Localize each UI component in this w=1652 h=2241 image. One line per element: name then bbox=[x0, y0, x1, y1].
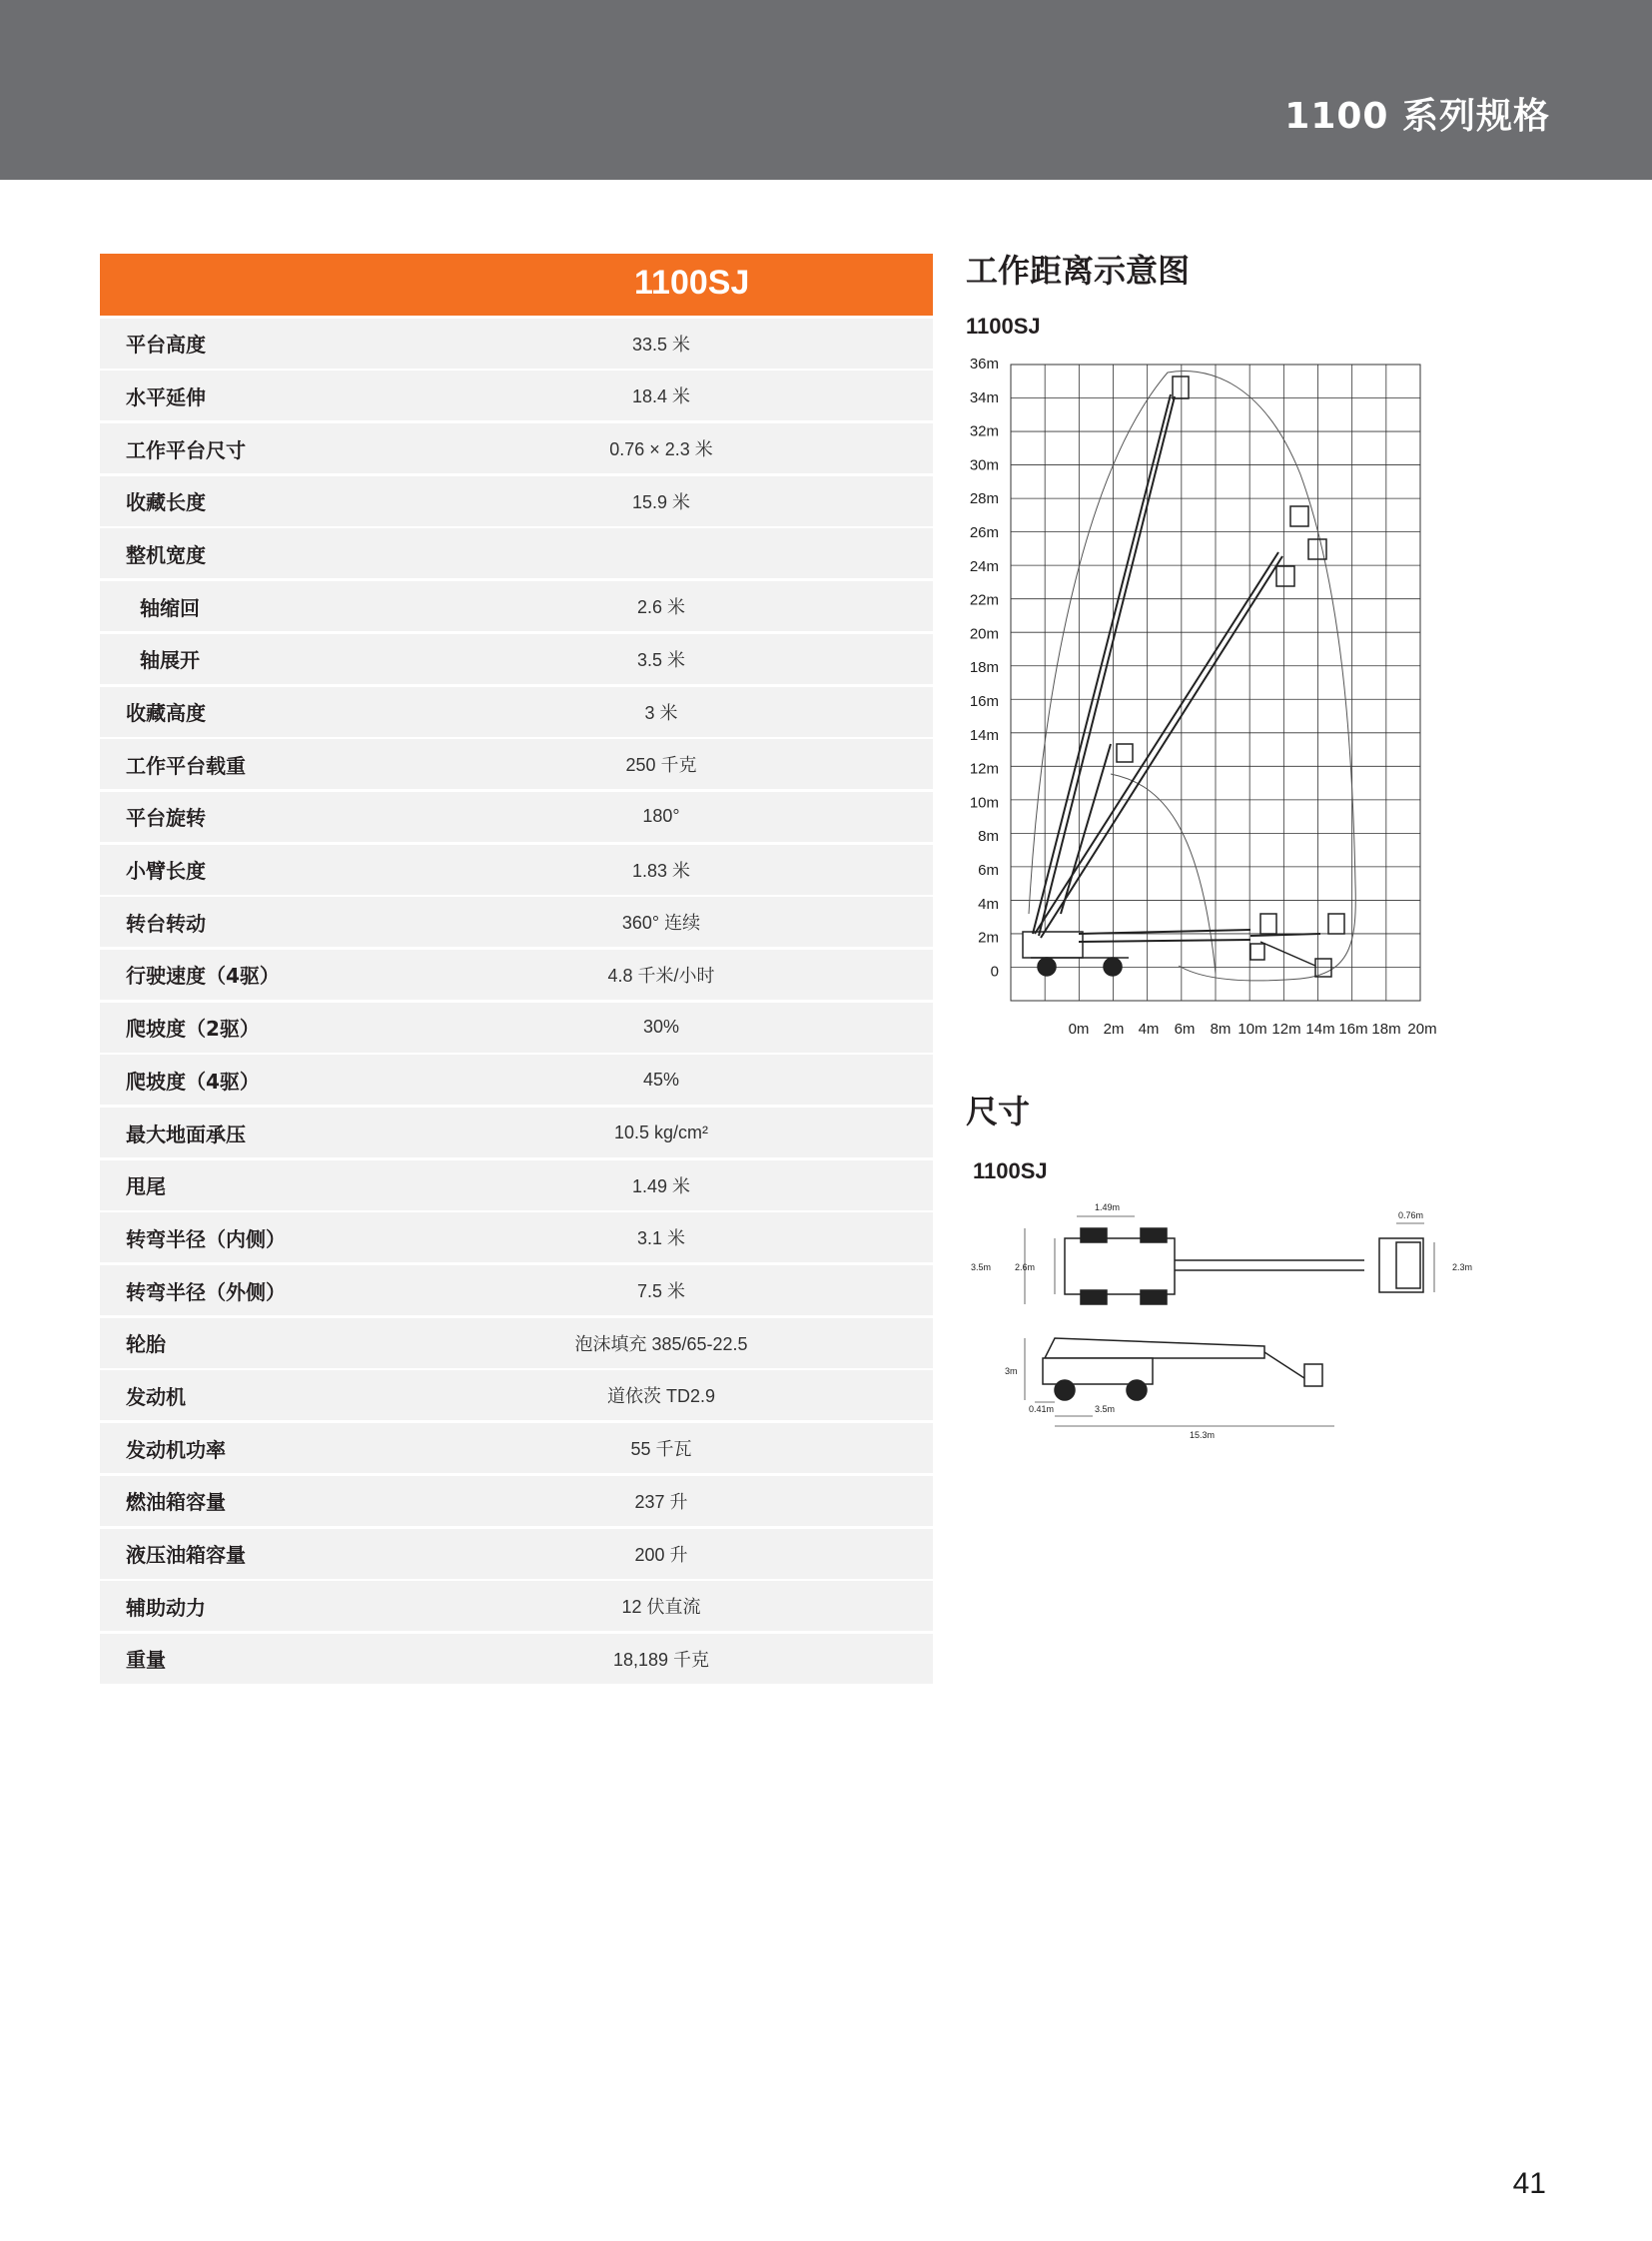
y-tick-label: 6m bbox=[978, 862, 999, 879]
spec-value: 泡沫填充 385/65-22.5 bbox=[574, 1333, 748, 1354]
dimensions-title: 尺寸 bbox=[966, 1093, 1031, 1130]
spec-row bbox=[100, 1108, 933, 1157]
spec-row bbox=[100, 1529, 933, 1579]
y-tick-label: 2m bbox=[978, 929, 999, 947]
spec-row bbox=[100, 1318, 933, 1368]
y-tick-label: 34m bbox=[969, 388, 999, 406]
x-tick-label: 2m bbox=[1103, 1021, 1125, 1038]
spec-label: 爬坡度（4驱） bbox=[126, 1069, 260, 1094]
work-range-model: 1100SJ bbox=[966, 314, 1041, 339]
platform-low bbox=[1117, 744, 1133, 762]
spec-value: 360° 连续 bbox=[621, 913, 701, 934]
dim-tail-label: 1.49m bbox=[1095, 1202, 1121, 1212]
x-tick-label: 6m bbox=[1174, 1021, 1196, 1038]
work-range-chart bbox=[961, 355, 1460, 1044]
spec-row bbox=[100, 1423, 933, 1473]
platform-horizontal-3 bbox=[1250, 944, 1264, 960]
dim-axle-retracted-label: 2.6m bbox=[1015, 1262, 1036, 1272]
spec-row bbox=[100, 845, 933, 895]
spec-row bbox=[100, 1055, 933, 1105]
work-envelope-curve bbox=[1029, 372, 1355, 981]
spec-value: 1.49 米 bbox=[631, 1175, 691, 1196]
spec-table-header bbox=[100, 254, 933, 316]
spec-value: 18.4 米 bbox=[631, 386, 691, 407]
platform-mid-3 bbox=[1276, 566, 1294, 586]
spec-value: 3.5 米 bbox=[636, 649, 686, 670]
page-title: 1100 系列规格 bbox=[1284, 96, 1550, 137]
spec-row bbox=[100, 1212, 933, 1262]
y-tick-label: 12m bbox=[969, 760, 999, 778]
dim-axle-extended-label: 3.5m bbox=[971, 1262, 992, 1272]
spec-value: 200 升 bbox=[634, 1544, 688, 1565]
y-tick-label: 0 bbox=[990, 963, 999, 981]
spec-value: 2.6 米 bbox=[636, 597, 686, 618]
spec-model-name: 1100SJ bbox=[634, 264, 750, 302]
work-range-title: 工作距离示意图 bbox=[966, 252, 1191, 290]
spec-value: 180° bbox=[642, 806, 680, 827]
spec-label: 轴缩回 bbox=[140, 595, 200, 620]
spec-label: 水平延伸 bbox=[126, 384, 206, 409]
spec-value: 7.5 米 bbox=[636, 1281, 686, 1302]
spec-value: 33.5 米 bbox=[631, 334, 691, 355]
dim-clearance-label: 0.41m bbox=[1029, 1404, 1055, 1414]
spec-row bbox=[100, 1476, 933, 1526]
spec-label: 工作平台载重 bbox=[126, 753, 246, 778]
spec-row bbox=[100, 423, 933, 473]
spec-label: 平台旋转 bbox=[126, 806, 206, 831]
spec-label: 收藏长度 bbox=[126, 490, 206, 515]
dim-platform-length-label: 2.3m bbox=[1452, 1262, 1473, 1272]
spec-row bbox=[100, 1265, 933, 1315]
jib-horizontal bbox=[1260, 942, 1315, 966]
spec-value: 1.83 米 bbox=[631, 860, 691, 881]
work-range-grid bbox=[1011, 365, 1420, 1001]
spec-label: 行驶速度（4驱） bbox=[126, 964, 280, 989]
spec-value: 4.8 千米/小时 bbox=[607, 965, 715, 986]
spec-row bbox=[100, 687, 933, 737]
machine-base bbox=[1023, 932, 1129, 976]
spec-label: 液压油箱容量 bbox=[126, 1543, 246, 1567]
spec-row bbox=[100, 476, 933, 526]
work-range-y-labels bbox=[970, 356, 999, 980]
spec-label: 小臂长度 bbox=[126, 859, 206, 884]
side-view bbox=[1043, 1338, 1322, 1400]
spec-label: 转台转动 bbox=[126, 911, 206, 936]
spec-row bbox=[100, 319, 933, 369]
spec-label: 爬坡度（2驱） bbox=[126, 1017, 260, 1042]
dimension-drawing bbox=[965, 1188, 1484, 1478]
spec-value: 0.76 × 2.3 米 bbox=[609, 439, 713, 460]
dim-platform-width-label: 0.76m bbox=[1398, 1210, 1424, 1220]
spec-label: 平台高度 bbox=[126, 333, 206, 358]
spec-row bbox=[100, 739, 933, 789]
y-tick-label: 32m bbox=[969, 422, 999, 440]
x-tick-label: 12m bbox=[1271, 1021, 1301, 1038]
page-number: 41 bbox=[1512, 2167, 1546, 2200]
work-range-x-labels bbox=[1069, 1021, 1437, 1038]
spec-value: 10.5 kg/cm² bbox=[613, 1121, 709, 1142]
platform-top bbox=[1173, 376, 1189, 398]
spec-row bbox=[100, 634, 933, 684]
spec-table bbox=[100, 254, 933, 1684]
spec-label: 重量 bbox=[126, 1648, 166, 1673]
spec-label: 轴展开 bbox=[140, 648, 200, 673]
platform-horizontal-2 bbox=[1328, 914, 1344, 934]
spec-value: 18,189 千克 bbox=[612, 1649, 710, 1670]
spec-label: 工作平台尺寸 bbox=[126, 437, 246, 462]
y-tick-label: 20m bbox=[969, 625, 999, 643]
dim-wheelbase-label: 3.5m bbox=[1095, 1404, 1116, 1414]
y-tick-label: 36m bbox=[969, 356, 999, 373]
spec-value: 15.9 米 bbox=[631, 491, 691, 512]
y-tick-label: 24m bbox=[969, 557, 999, 575]
spec-label: 最大地面承压 bbox=[126, 1121, 246, 1146]
boom-diagonal bbox=[1035, 552, 1282, 938]
spec-value: 237 升 bbox=[634, 1491, 688, 1512]
spec-row bbox=[100, 897, 933, 947]
y-tick-label: 10m bbox=[969, 794, 999, 812]
spec-value: 3.1 米 bbox=[636, 1228, 686, 1249]
x-tick-label: 4m bbox=[1138, 1021, 1160, 1038]
y-tick-label: 8m bbox=[978, 828, 999, 846]
dim-height-label: 3m bbox=[1005, 1366, 1018, 1376]
x-tick-label: 20m bbox=[1407, 1021, 1437, 1038]
platform-mid-1 bbox=[1290, 506, 1308, 526]
spec-label: 辅助动力 bbox=[126, 1595, 206, 1620]
x-tick-label: 16m bbox=[1338, 1021, 1368, 1038]
x-tick-label: 18m bbox=[1371, 1021, 1401, 1038]
x-tick-label: 14m bbox=[1305, 1021, 1335, 1038]
top-view bbox=[1065, 1228, 1423, 1304]
x-tick-label: 8m bbox=[1210, 1021, 1232, 1038]
y-tick-label: 4m bbox=[978, 895, 999, 913]
spec-row bbox=[100, 1581, 933, 1631]
spec-value: 3 米 bbox=[644, 702, 678, 723]
spec-row bbox=[100, 792, 933, 842]
spec-row bbox=[100, 1634, 933, 1684]
platform-horizontal-1 bbox=[1260, 914, 1276, 934]
y-tick-label: 18m bbox=[969, 659, 999, 677]
y-tick-label: 28m bbox=[969, 490, 999, 508]
y-tick-label: 22m bbox=[969, 591, 999, 609]
spec-row bbox=[100, 528, 933, 578]
spec-label: 发动机 bbox=[126, 1384, 186, 1409]
y-tick-label: 26m bbox=[969, 524, 999, 541]
spec-value: 道依茨 TD2.9 bbox=[606, 1386, 716, 1407]
spec-row bbox=[100, 581, 933, 631]
y-tick-label: 14m bbox=[969, 726, 999, 744]
x-tick-label: 0m bbox=[1068, 1021, 1090, 1038]
y-tick-label: 16m bbox=[969, 693, 999, 710]
spec-label: 收藏高度 bbox=[126, 701, 206, 725]
spec-value: 12 伏直流 bbox=[621, 1597, 701, 1618]
spec-label: 转弯半径（内侧） bbox=[126, 1226, 286, 1251]
spec-row bbox=[100, 1160, 933, 1210]
spec-label: 发动机功率 bbox=[126, 1437, 226, 1462]
spec-value: 30% bbox=[642, 1017, 680, 1038]
spec-label: 甩尾 bbox=[126, 1174, 166, 1199]
spec-value: 250 千克 bbox=[625, 755, 697, 776]
x-tick-label: 10m bbox=[1238, 1021, 1267, 1038]
boom-vertical bbox=[1033, 394, 1175, 936]
spec-label: 整机宽度 bbox=[126, 542, 206, 567]
dim-length-label: 15.3m bbox=[1190, 1430, 1216, 1440]
spec-row bbox=[100, 1003, 933, 1053]
spec-row bbox=[100, 950, 933, 1000]
spec-row bbox=[100, 1370, 933, 1420]
spec-label: 轮胎 bbox=[126, 1332, 166, 1357]
y-tick-label: 30m bbox=[969, 456, 999, 474]
spec-value: 45% bbox=[642, 1069, 680, 1090]
spec-value: 55 千瓦 bbox=[630, 1439, 692, 1460]
spec-label: 转弯半径（外侧） bbox=[126, 1279, 286, 1304]
spec-label: 燃油箱容量 bbox=[126, 1490, 226, 1515]
dimensions-model: 1100SJ bbox=[973, 1158, 1048, 1183]
spec-row bbox=[100, 371, 933, 420]
